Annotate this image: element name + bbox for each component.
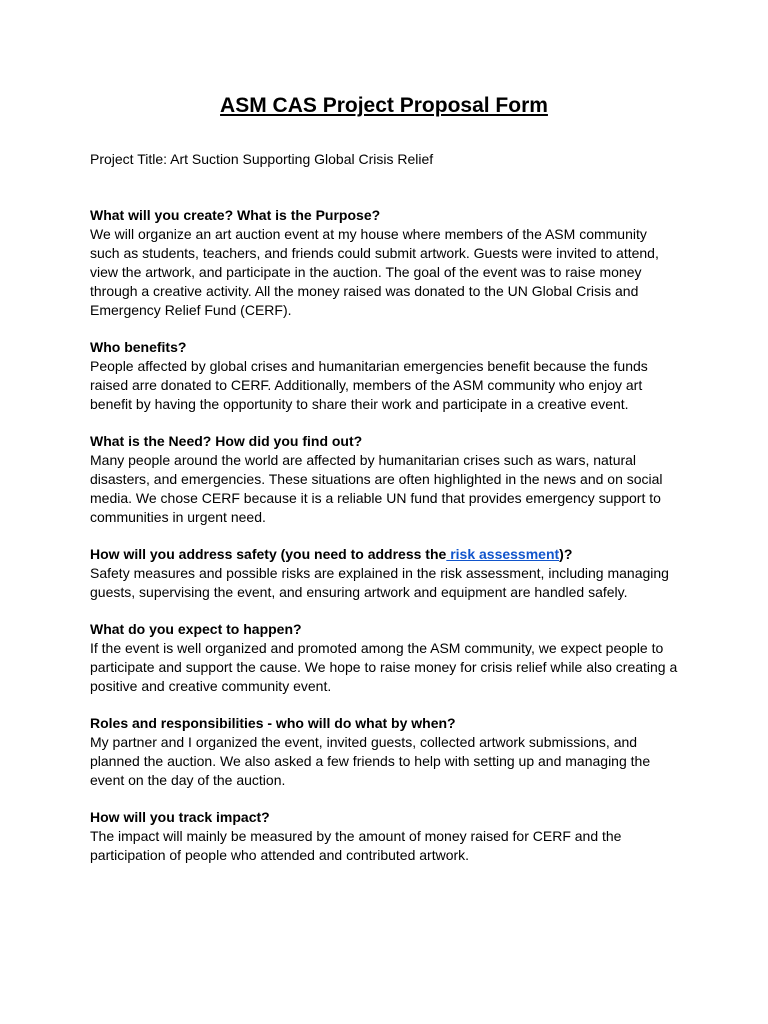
document-title: ASM CAS Project Proposal Form: [220, 94, 548, 117]
section-question: Who benefits?: [90, 339, 187, 355]
section-answer: Many people around the world are affected by humanitarian crises such as wars, natural disasters, and emergencies. These situations are often highlighted in the news and on social media. We chose CERF because it is a reliable UN fund that provides emergency support to communities in urgent need.: [90, 452, 663, 525]
section-question: Roles and responsibilities - who will do what by when?: [90, 715, 456, 731]
section-impact: [90, 808, 680, 865]
section-answer: My partner and I organized the event, invited guests, collected artwork submissions, and planned the auction. We also asked a few friends to help with setting up and managing the event on the day of the auction.: [90, 734, 651, 788]
project-title-line: Project Title: Art Suction Supporting Global Crisis Relief: [90, 151, 434, 167]
section-answer: Safety measures and possible risks are explained in the risk assessment, including managing guests, supervising the event, and ensuring artwork and equipment are handled safely.: [90, 565, 669, 600]
section-question: [90, 545, 680, 564]
proposal-sections: [90, 206, 680, 883]
section-question: What do you expect to happen?: [90, 621, 302, 637]
section-expectations: [90, 620, 680, 696]
section-answer: People affected by global crises and humanitarian emergencies benefit because the funds raised arre donated to CERF. Additionally, members of the ASM community who enjoy art benefit by having the opportunity to share their work and participate in a creative event.: [90, 358, 648, 412]
section-need: [90, 432, 680, 527]
section-answer: If the event is well organized and promoted among the ASM community, we expect people to participate and support the cause. We hope to raise money for crisis relief while also creating a positive and creative community event.: [90, 640, 678, 694]
question-text: How will you address safety (you need to address the: [90, 546, 447, 562]
section-answer: We will organize an art auction event at my house where members of the ASM community such as students, teachers, and friends could submit artwork. Guests were invited to attend, view the artwork, and participate in the auction. The goal of the event was to raise money through a creative activity. All the money raised was donated to the UN Global Crisis and Emergency Relief Fund (CERF).: [90, 226, 659, 318]
section-purpose: [90, 206, 680, 320]
section-question: How will you track impact?: [90, 809, 270, 825]
section-safety: [90, 545, 680, 602]
section-answer: The impact will mainly be measured by the amount of money raised for CERF and the participation of people who attended and contributed artwork.: [90, 828, 622, 863]
risk-assessment-link[interactable]: risk assessment: [446, 546, 560, 562]
question-text-end: )?: [559, 546, 573, 562]
section-question: What is the Need? How did you find out?: [90, 433, 363, 449]
section-roles: [90, 714, 680, 790]
section-benefits: [90, 338, 680, 414]
section-question: What will you create? What is the Purpose?: [90, 207, 381, 223]
